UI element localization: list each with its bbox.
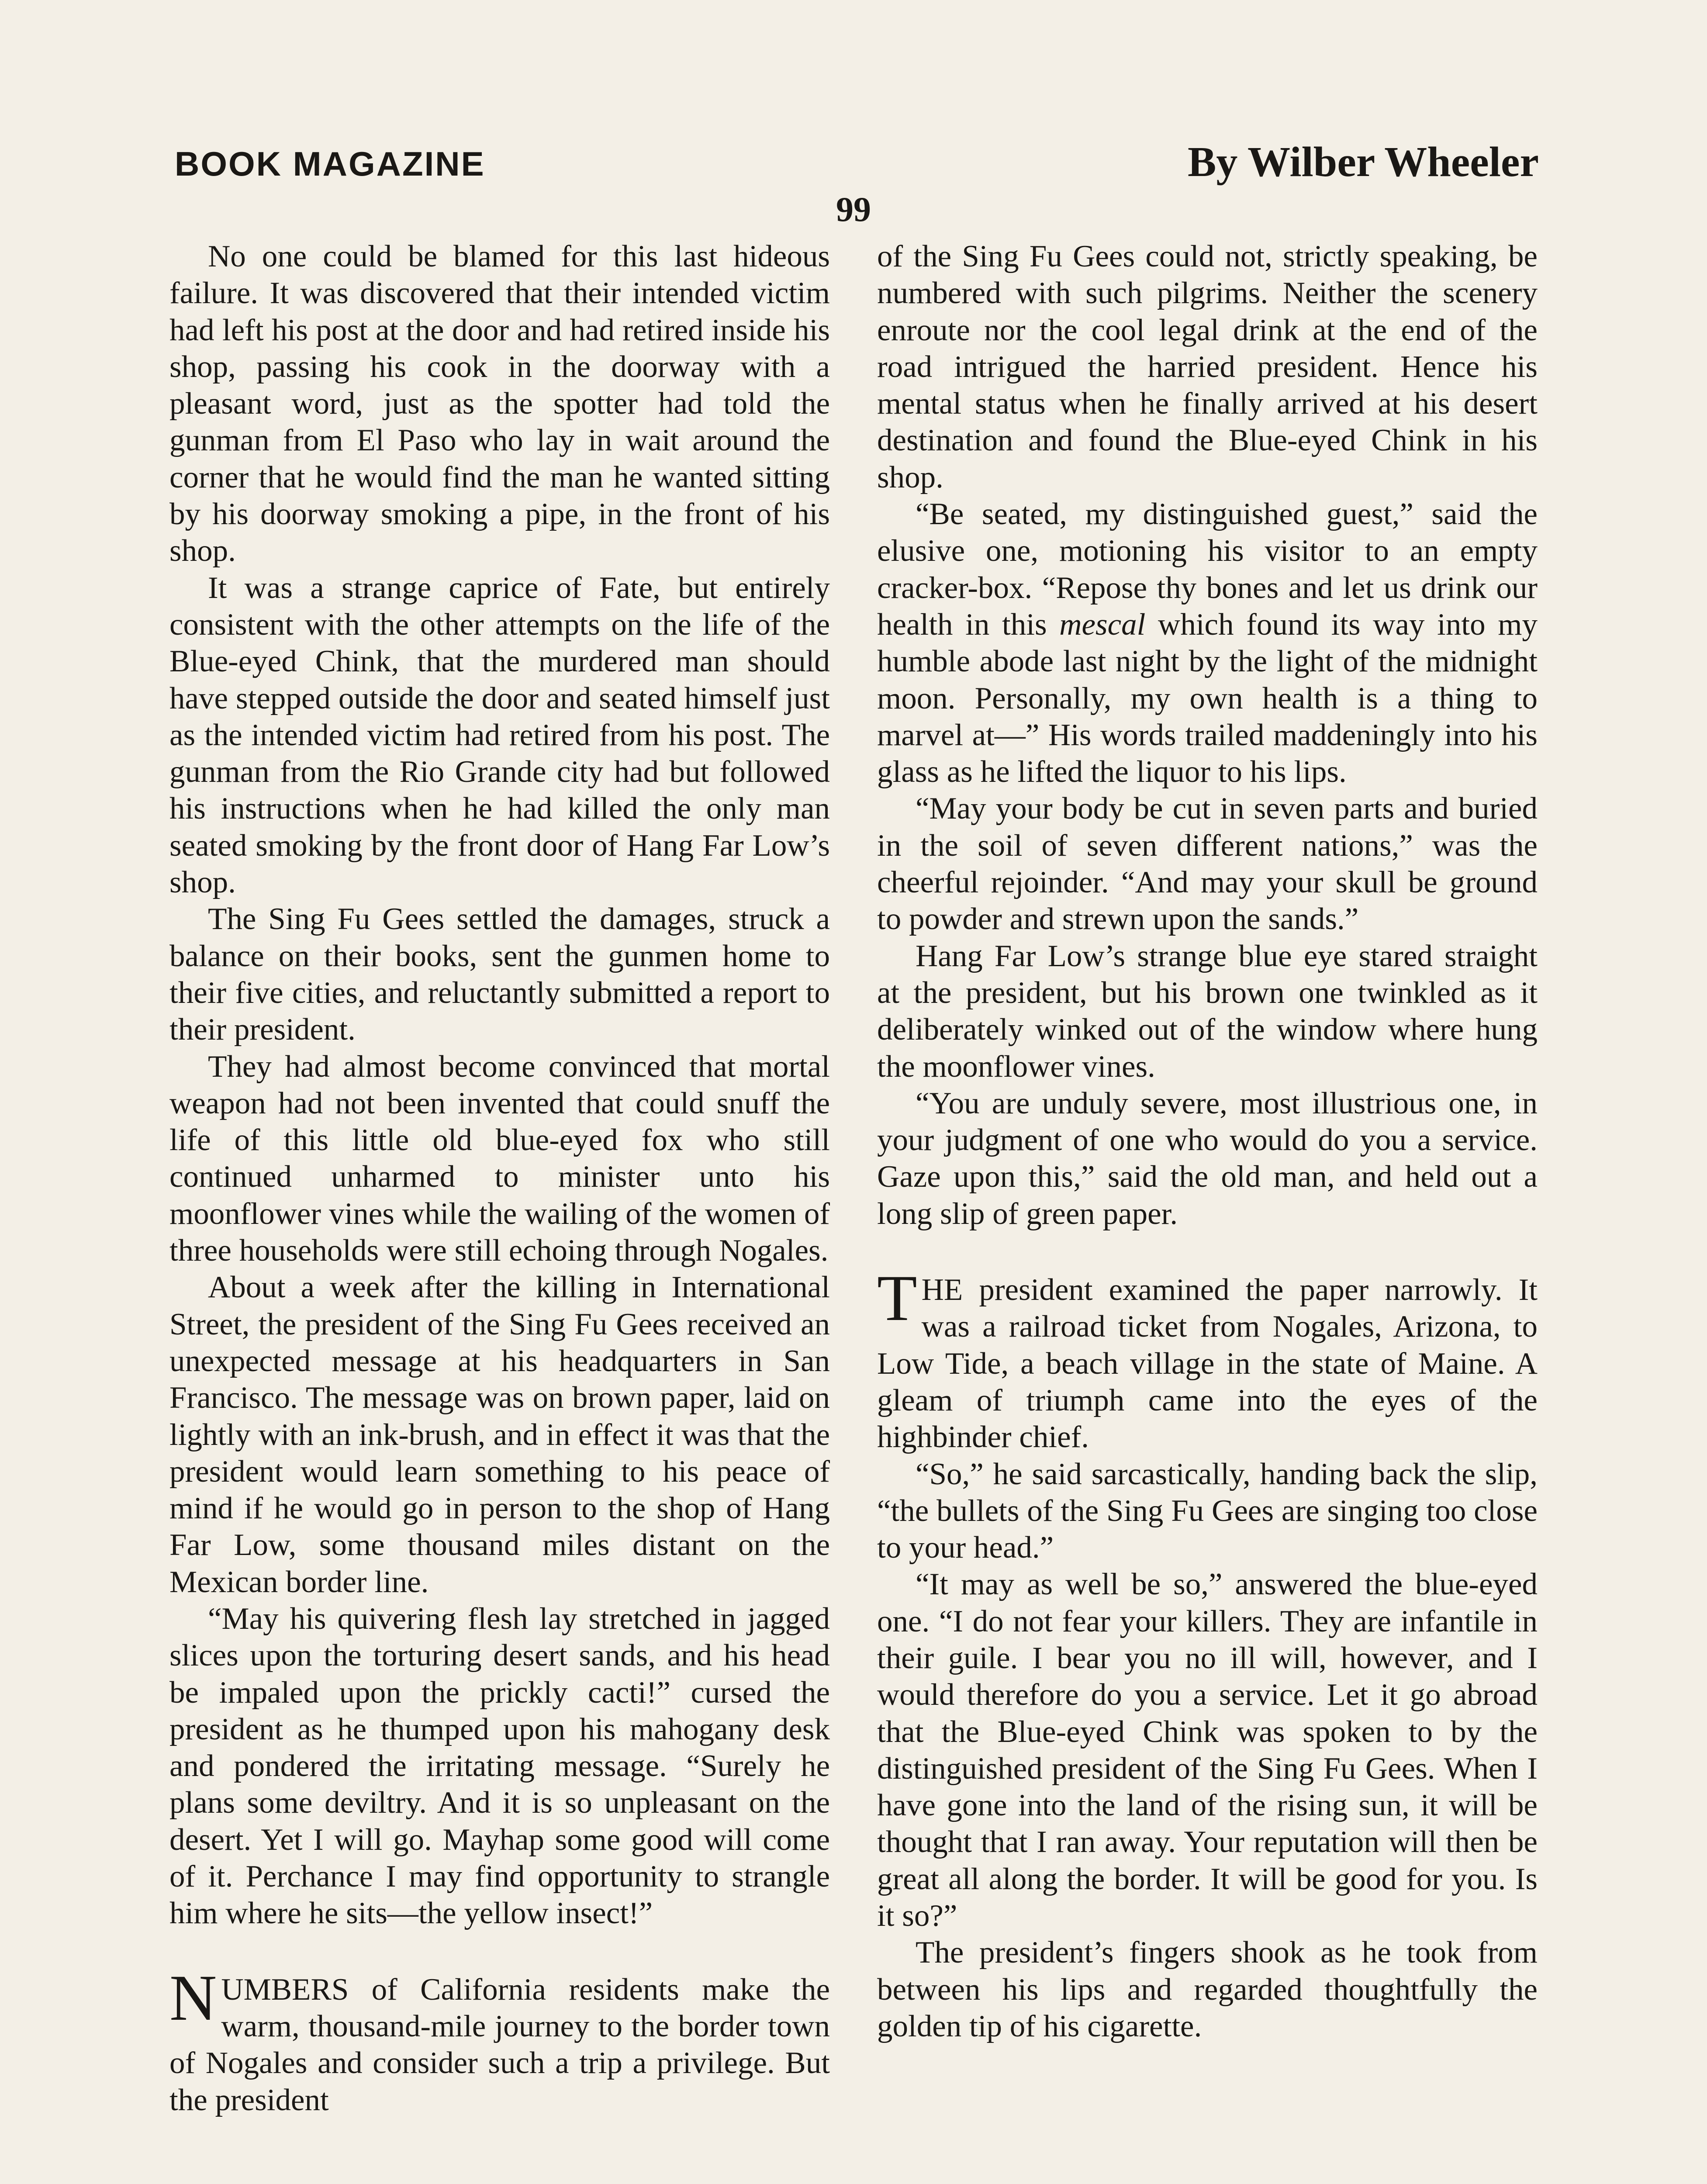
paragraph: “It may as well be so,” answered the blue-eyed one. “I do not fear your killers. They are infantile in their guile. I bear you no ill will, however, and I would therefore do you a service. Let it go abroad that the Blue-eyed Chink was spoken to by the distinguished president of the Sing Fu Gees. When I have gone into the land of the rising sun, it will be thought that I ran away. Your reputation will then be great all along the border. It will be good for you. Is it so?” <box>877 1567 1538 1933</box>
paragraph: “May your body be cut in seven parts and buried in the soil of seven different nations,” was the cheerful rejoinder. “And may your skull be ground to powder and strewn upon the sands.” <box>877 791 1538 936</box>
paragraph: The president’s fingers shook as he took from between his lips and regarded thoughtfully the golden tip of his cigarette. <box>877 1935 1538 2043</box>
paragraph: The Sing Fu Gees settled the damages, struck a balance on their books, sent the gunmen home to their five cities, and reluctantly submitted a report to their president. <box>169 902 830 1047</box>
running-header-author: By Wilber Wheeler <box>1188 138 1539 186</box>
paragraph: Hang Far Low’s strange blue eye stared straight at the president, but his brown one twinkled as it deliberately winked out of the window where hung the moonflower vines. <box>877 939 1538 1084</box>
paragraph: About a week after the killing in International Street, the president of the Sing Fu Gees received an unexpected message at his headquarters in San Francisco. The message was on brown paper, laid on lightly with an ink-brush, and in effect it was that the president would learn something to his peace of mind if he would go in person to the shop of Hang Far Low, some thousand miles distant on the Mexican border line. <box>169 1270 830 1599</box>
paragraph: No one could be blamed for this last hideous failure. It was discovered that their intended victim had left his post at the door and had retired inside his shop, passing his cook in the doorway with a pleasant word, just as the spotter had told the gunman from El Paso who lay in wait around the corner that he would find the man he wanted sitting by his doorway smoking a pipe, in the front of his shop. <box>169 239 830 568</box>
right-column <box>877 238 1538 2045</box>
drop-cap: T <box>877 1262 917 1335</box>
paragraph: “You are unduly severe, most illustrious one, in your judgment of one who would do you a service. Gaze upon this,” said the old man, and held out a long slip of green paper. <box>877 1086 1538 1231</box>
page-number: 99 <box>836 190 871 229</box>
section-paragraph <box>877 1262 1538 1455</box>
paragraph-text: “Be seated, my distinguished guest,” said the elusive one, motioning his visitor to an empty cracker-box. “Repose thy bones and let us drink our health in this <box>877 497 1538 642</box>
paragraph: It was a strange caprice of Fate, but entirely consistent with the other attempts on the life of the Blue-eyed Chink, that the murdered man should have stepped outside the door and seated himself just as the intended victim had retired from his post. The gunman from the Rio Grande city had but followed his instructions when he had killed the only man seated smoking by the front door of Hang Far Low’s shop. <box>169 570 830 900</box>
drop-cap: N <box>169 1961 217 2034</box>
paragraph: “So,” he said sarcastically, handing back the slip, “the bullets of the Sing Fu Gees are singing too close to your head.” <box>877 1457 1538 1565</box>
paragraph: “May his quivering flesh lay stretched in jagged slices upon the torturing desert sands, and his head be impaled upon the prickly cacti!” cursed the president as he thumped upon his mahogany desk and pondered the irritating message. “Surely he plans some deviltry. And it is so unpleasant on the desert. Yet I will go. Mayhap some good will come of it. Perchance I may find opportunity to strangle him where he sits—the yellow insect!” <box>169 1601 830 1931</box>
paragraph-text: which found its way into my humble abode last night by the light of the midnight moon. Personally, my own health is a thing to marvel at—” His words trailed maddeningly into his glass as he lifted the liquor to his lips. <box>877 607 1538 789</box>
paragraph <box>877 496 1538 790</box>
italic-word: mescal <box>1059 607 1146 642</box>
running-header-magazine: BOOK MAGAZINE <box>175 145 485 183</box>
paragraph-text: HE president examined the paper narrowly. It was a railroad ticket from Nogales, Arizona, to Low Tide, a beach village in the state of Maine. A gleam of triumph came into the eyes of the highbinder chief. <box>877 1273 1538 1455</box>
paragraph: They had almost become convinced that mortal weapon had not been invented that could snuff the life of this little old blue-eyed fox who still continued unharmed to minister unto his moonflower vines while the wailing of the women of three households were still echoing through Nogales. <box>169 1049 830 1268</box>
left-column <box>169 238 830 2118</box>
paragraph-text: UMBERS of California residents make the warm, thousand-mile journey to the border town of Nogales and consider such a trip a privilege. But the president <box>169 1972 830 2117</box>
section-paragraph <box>169 1961 830 2118</box>
paragraph: of the Sing Fu Gees could not, strictly speaking, be numbered with such pilgrims. Neither the scenery enroute nor the cool legal drink at the end of the road intrigued the harried president. Hence his mental status when he finally arrived at his desert destination and found the Blue-eyed Chink in his shop. <box>877 239 1538 494</box>
